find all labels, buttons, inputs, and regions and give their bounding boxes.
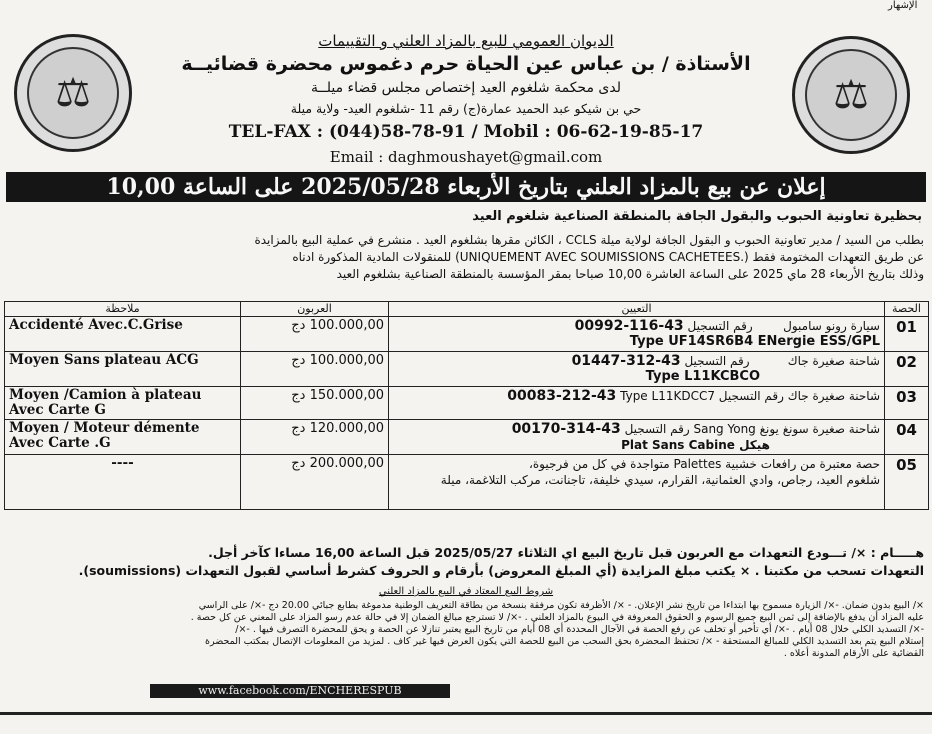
bottom-divider bbox=[0, 712, 932, 715]
header-lot: الحصة bbox=[885, 302, 929, 317]
table-row: 02 شاحنة صغيرة جاك رقم التسجيل 01447-312-43 Type L11KCBCO 100.000,00 دج Moyen Sans plateau ACG bbox=[5, 352, 929, 387]
header-note: ملاحظة bbox=[5, 302, 241, 317]
scales-icon: ⚖ bbox=[55, 70, 91, 116]
email-line: Email : daghmoushayet@gmail.com bbox=[329, 148, 603, 166]
court-line: لدى محكمة شلغوم العيد إختصاص مجلس قضاء ميلــة bbox=[311, 80, 621, 96]
phone-line: TEL-FAX : (044)58-78-91 / Mobil : 06-62-19-85-17 bbox=[228, 122, 704, 142]
sale-banner: إعلان عن بيع بالمزاد العلني بتاريخ الأربعاء 2025/05/28 على الساعة 10,00 bbox=[6, 172, 926, 202]
intro-paragraph: بطلب من السيد / مدير تعاونية الحبوب و البقول الجافة لولاية ميلة CCLS ، الكائن مقرها بشلغوم العيد . منشرع في عملية البيع بالمزايدة عن طريق التعهدات المختومة فقط (.UNIQUEMENT AVEC SOUMISSIONS CACHETEES) للمنقولات المادية المذكورة ادناه وذلك بتاريخ الأربعاء 28 ماي 2025 على الساعة العاشرة 10,00 صباحا بمقر المؤسسة بالمنطقة الصناعية بشلغوم العيد bbox=[254, 233, 924, 281]
scales-icon: ⚖ bbox=[833, 72, 869, 118]
table-row: 04 شاحنة صغيرة سونغ يونغ Sang Yong رقم التسجيل 00170-314-43 هيكل Plat Sans Cabine 120.000,00 دج Moyen / Moteur démente Avec Carte .G bbox=[5, 420, 929, 455]
table-row: 05 حصة معتبرة من رافعات خشبية Palettes متواجدة في كل من فرجيوة، شلغوم العيد، رجاص، وادي العثمانية، القرارم، سيدي خليفة، تاجنانت، مركب التلاغمة، ميلة 200.000,00 دج ---- bbox=[5, 455, 929, 510]
sale-location: بحظيرة تعاونية الحبوب والبقول الجافة بالمنطقة الصناعية شلغوم العيد bbox=[472, 209, 922, 224]
table-row: 01 سيارة رونو سامبول رقم التسجيل 00992-116-43 Type UF14SR6B4 ENergie ESS/GPL 100.000,00 دج Accidenté Avec.C.Grise bbox=[5, 317, 929, 352]
office-name: الديوان العمومي للبيع بالمزاد العلني و التقييمات bbox=[318, 32, 614, 50]
address-line: حي بن شيكو عبد الحميد عمارة(ج) رقم 11 -شلغوم العيد- ولاية ميلة bbox=[290, 101, 642, 116]
header-price: العربون bbox=[241, 302, 389, 317]
conditions-text: ×/ البيع بدون ضمان. -×/ الزيارة مسموح بها ابتداءا من تاريخ نشر الإعلان. - ×/ الأظرفة تكون مرفقة بنسخة من بطاقة التعريف الوطنية مدموغة بطابع جبائي 20.00 دج -×/ على الراسي عليه المزاد أن يدفع بالإضافة إلى ثمن البيع جميع الرسوم و الحقوق المعروفة في البيوع بالمزاد العلني . -×/ لا تسترجع مبالغ الضمان إلا في حالة عدم رسو المزاد على المعني عن كل حصة . -×/ التسديد الكلي خلال 08 أيام . -×/ أي تأخير أو تخلف عن رفع الحصة في الآجال المحددة أي 08 أيام من تاريخ البيع يعتبر تنازلا عن الحصة و يحق للمحضرة التصرف فيها . -×/ إستلام البيع يتم بعد التسديد الكلي للمبالغ المستحقة - ×/ تحتفظ المحضرة بحق السحب من البيع للحصة التي يكون العرض فيها غير كاف . لمزيد من المعلومات الإتصال بمكتب المحضرة القضائية على الأرقام المدونة أعلاه . bbox=[190, 600, 924, 659]
important-notes: هـــــام : ×/ تـــودع التعهدات مع العربون قبل تاريخ البيع اي الثلاثاء 2025/05/27 قبل الساعة 16,00 مساءا كآخر أجل. التعهدات تسحب من مكتبنا . × يكتب مبلغ المزايدة (أي المبلغ المعروض) بأرقام و الحروف كشرط أساسي لقبول التعهدات (soumissions). bbox=[78, 545, 924, 578]
lots-table bbox=[4, 301, 929, 510]
facebook-link[interactable]: www.facebook.com/ENCHERESPUB bbox=[150, 684, 450, 698]
bailiff-name: الأستاذة / بن عباس عين الحياة حرم دغموس محضرة قضائيــة bbox=[181, 53, 751, 75]
table-row: 03 شاحنة صغيرة جاك رقم التسجيل 00083-212-43 Type L11KDCC7 150.000,00 دج Moyen /Camion à plateau Avec Carte G bbox=[5, 387, 929, 420]
corner-label: الإشهار bbox=[888, 0, 918, 11]
header-designation: التعيين bbox=[389, 302, 885, 317]
table-header-row bbox=[5, 302, 929, 317]
important-label: هـــــام : bbox=[870, 545, 924, 560]
conditions-title: شروط البيع المعتاد في البيع بالمزاد العلني bbox=[378, 586, 554, 597]
